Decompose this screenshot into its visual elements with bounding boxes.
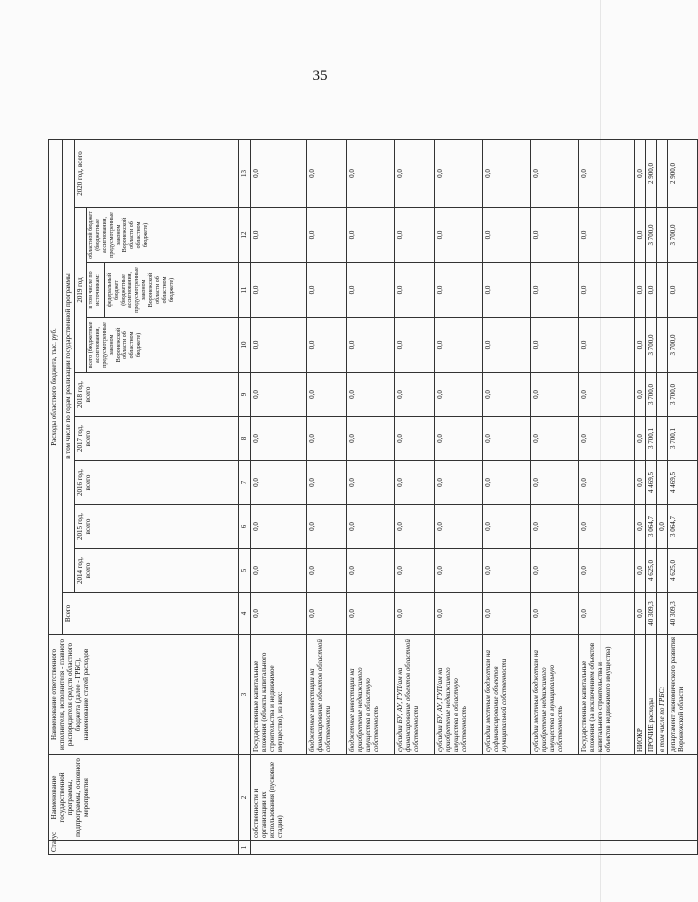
value-cell: 2 900,0: [668, 139, 698, 207]
table-row: [347, 139, 395, 854]
value-cell: 3 700,0: [668, 318, 698, 373]
value-cell: 0,0: [307, 505, 347, 549]
row-name: бюджетные инвестиции на финансирование объектов областной собственности: [307, 635, 347, 755]
value-cell: 0,0: [635, 505, 646, 549]
table-row: [657, 139, 668, 854]
column-number: 4: [239, 593, 251, 635]
value-cell: 0,0: [307, 373, 347, 417]
table-row: [395, 139, 435, 854]
value-cell: 3 700,1: [668, 417, 698, 461]
row-name: ПРОЧИЕ расходы: [646, 635, 657, 755]
value-cell: 3 700,0: [646, 318, 657, 373]
header-expenses: Расходы областного бюджета, тыс. руб.: [49, 139, 63, 634]
value-cell: 40 309,3: [646, 593, 657, 635]
header-2019: 2019 год: [75, 208, 87, 373]
value-cell: 0,0: [635, 139, 646, 207]
value-cell: 0,0: [483, 417, 531, 461]
value-cell: 0,0: [483, 208, 531, 263]
header-2019-total: всего (бюджетные ассигнования, предусмотренные законом Воронежской области об областном бюджете): [87, 318, 239, 373]
value-cell: 0,0: [395, 505, 435, 549]
value-cell: 0,0: [483, 549, 531, 593]
value-cell: 0,0: [435, 505, 483, 549]
value-cell: 0,0: [347, 417, 395, 461]
column-number: 13: [239, 139, 251, 207]
value-cell: 0,0: [347, 549, 395, 593]
value-cell: [657, 417, 668, 461]
value-cell: 4 625,0: [668, 549, 698, 593]
value-cell: 3 700,1: [646, 417, 657, 461]
header-by-source: в том числе по источникам:: [88, 263, 105, 317]
value-cell: 0,0: [435, 263, 483, 318]
value-cell: 0,0: [251, 505, 307, 549]
value-cell: 0,0: [251, 208, 307, 263]
value-cell: 0,0: [579, 373, 635, 417]
value-cell: 0,0: [395, 318, 435, 373]
value-cell: 0,0: [435, 208, 483, 263]
column-number: 9: [239, 373, 251, 417]
header-status: Статус: [49, 841, 239, 855]
value-cell: 0,0: [251, 139, 307, 207]
value-cell: 3 700,0: [668, 373, 698, 417]
value-cell: 0,0: [483, 139, 531, 207]
row-name: бюджетные инвестиции на приобретение недвижимого имущества в областную собственность: [347, 635, 395, 755]
row-name: в том числе по ГРБС:: [657, 635, 668, 755]
value-cell: 0,0: [579, 318, 635, 373]
value-cell: 0,0: [635, 373, 646, 417]
header-2019-regional: областной бюджет (бюджетные ассигнования, предусмотренные законом Воронежской области об областном бюджете): [87, 208, 239, 263]
table-row: [307, 139, 347, 854]
value-cell: 0,0: [579, 549, 635, 593]
table-row: [435, 139, 483, 854]
value-cell: 0,0: [579, 263, 635, 318]
value-cell: 0,0: [307, 593, 347, 635]
value-cell: 0,0: [307, 208, 347, 263]
column-number: 1: [239, 841, 251, 855]
column-number: 3: [239, 635, 251, 755]
value-cell: 0,0: [531, 593, 579, 635]
value-cell: 0,0: [483, 593, 531, 635]
value-cell: 0,0: [347, 208, 395, 263]
row-name: Государственные капитальные вложения (за исключением объектов капитального строительства и объектов недвижимого имущества): [579, 635, 635, 755]
value-cell: 0,0: [347, 373, 395, 417]
row-name: субсидии местным бюджетам на приобретение недвижимого имущества в муниципальную собственность: [531, 635, 579, 755]
value-cell: 0,0: [635, 208, 646, 263]
value-cell: 40 309,3: [668, 593, 698, 635]
value-cell: 0,0: [395, 139, 435, 207]
value-cell: 0,0: [395, 373, 435, 417]
value-cell: 0,0: [579, 505, 635, 549]
value-cell: 0,0: [483, 263, 531, 318]
value-cell: 0,0: [347, 593, 395, 635]
value-cell: 3 700,0: [668, 208, 698, 263]
value-cell: 0,0: [531, 505, 579, 549]
value-cell: 4 625,0: [646, 549, 657, 593]
value-cell: 0,0: [251, 549, 307, 593]
value-cell: 2 900,0: [646, 139, 657, 207]
value-cell: [657, 373, 668, 417]
value-cell: 4 469,5: [668, 461, 698, 505]
value-cell: 0,0: [646, 263, 657, 318]
value-cell: 0,0: [251, 593, 307, 635]
value-cell: 0,0: [635, 318, 646, 373]
value-cell: 0,0: [395, 208, 435, 263]
budget-table: [48, 139, 698, 855]
header-by-year: в том числе по годам реализации государственной программы: [63, 139, 75, 592]
value-cell: 3 700,0: [646, 373, 657, 417]
value-cell: 0,0: [435, 417, 483, 461]
value-cell: 3 064,7: [646, 505, 657, 549]
value-cell: 0,0: [483, 505, 531, 549]
value-cell: 0,0: [251, 373, 307, 417]
value-cell: 0,0: [251, 263, 307, 318]
value-cell: 0,0: [531, 139, 579, 207]
value-cell: 0,0: [251, 461, 307, 505]
value-cell: [657, 139, 668, 207]
row-name: субсидии БУ, АУ, ГУП/ам на финансирование объектов областной собственности: [395, 635, 435, 755]
value-cell: 0,0: [307, 318, 347, 373]
value-cell: 0,0: [483, 318, 531, 373]
table-row: [531, 139, 579, 854]
value-cell: 0,0: [531, 318, 579, 373]
row-name: субсидии местным бюджетам на софинансирование объектов муниципальной собственности: [483, 635, 531, 755]
value-cell: 0,0: [435, 461, 483, 505]
table-row: [635, 139, 646, 854]
value-cell: 0,0: [307, 461, 347, 505]
value-cell: [657, 208, 668, 263]
value-cell: 0,0: [347, 461, 395, 505]
value-cell: [657, 593, 668, 635]
value-cell: 4 469,5: [646, 461, 657, 505]
row-name: субсидии БУ, АУ, ГУП/ам на приобретение недвижимого имущества в областную собственность: [435, 635, 483, 755]
value-cell: [657, 318, 668, 373]
header-2016: 2016 год, всего: [75, 461, 239, 505]
value-cell: 0,0: [251, 417, 307, 461]
value-cell: 0,0: [347, 139, 395, 207]
value-cell: 0,0: [579, 593, 635, 635]
header-2018: 2018 год, всего: [75, 373, 239, 417]
value-cell: 0,0: [668, 263, 698, 318]
value-cell: 0,0: [579, 461, 635, 505]
column-number: 10: [239, 318, 251, 373]
value-cell: 0,0: [395, 417, 435, 461]
column-number: 2: [239, 755, 251, 841]
header-executor: Наименование ответственного исполнителя, исполнителя - главного распорядителя средств областного бюджета (далее - ГРБС), наименование статей расходов: [49, 635, 239, 755]
column-number: 8: [239, 417, 251, 461]
value-cell: 0,0: [307, 549, 347, 593]
value-cell: 0,0: [395, 461, 435, 505]
header-program: Наименование государственной программы, подпрограммы, основного мероприятия: [49, 755, 239, 841]
table-row: [483, 139, 531, 854]
page-number: 35: [312, 68, 328, 84]
column-number: 12: [239, 208, 251, 263]
row-name: НИОКР: [635, 635, 646, 755]
value-cell: 0,0: [435, 318, 483, 373]
value-cell: 0,0: [435, 373, 483, 417]
value-cell: 0,0: [483, 461, 531, 505]
value-cell: 0,0: [307, 417, 347, 461]
table-row: [251, 139, 307, 854]
value-cell: 0,0: [635, 417, 646, 461]
value-cell: 0,0: [635, 461, 646, 505]
value-cell: [657, 461, 668, 505]
value-cell: 0,0: [307, 139, 347, 207]
value-cell: 0,0: [635, 549, 646, 593]
status-cell: [251, 841, 698, 855]
value-cell: 0,0: [347, 263, 395, 318]
value-cell: 0,0: [395, 593, 435, 635]
column-number: 7: [239, 461, 251, 505]
program-name: собственности и организации их использования (пусковые стадии): [251, 755, 698, 841]
row-name: департамент экономического развития Воронежской области: [668, 635, 698, 755]
value-cell: 0,0: [579, 139, 635, 207]
header-2017: 2017 год, всего: [75, 417, 239, 461]
value-cell: 0,0: [531, 461, 579, 505]
value-cell: [657, 549, 668, 593]
value-cell: 0,0: [347, 318, 395, 373]
value-cell: 0,0: [657, 505, 668, 549]
value-cell: 0,0: [531, 549, 579, 593]
column-number-row: [239, 139, 251, 854]
value-cell: 0,0: [579, 417, 635, 461]
table-wrap: [48, 140, 686, 855]
value-cell: 0,0: [531, 208, 579, 263]
value-cell: 3 064,7: [668, 505, 698, 549]
value-cell: 0,0: [635, 263, 646, 318]
header-federal-label: федеральный бюджет (бюджетные ассигнования, предусмотренные законом Воронежской области об областном бюджете): [106, 267, 175, 313]
header-2014: 2014 год, всего: [75, 549, 239, 593]
table-row: [579, 139, 635, 854]
row-name: Государственные капитальные вложения (объекты капитального строительства и недвижимое имущество), из них:: [251, 635, 307, 755]
value-cell: 0,0: [307, 263, 347, 318]
value-cell: [657, 263, 668, 318]
value-cell: 0,0: [251, 318, 307, 373]
column-number: 11: [239, 263, 251, 318]
value-cell: 0,0: [531, 263, 579, 318]
value-cell: 3 700,0: [646, 208, 657, 263]
value-cell: 0,0: [483, 373, 531, 417]
value-cell: 0,0: [435, 139, 483, 207]
value-cell: 0,0: [347, 505, 395, 549]
value-cell: 0,0: [435, 549, 483, 593]
value-cell: 0,0: [395, 549, 435, 593]
table-row: [646, 139, 657, 854]
column-number: 6: [239, 505, 251, 549]
value-cell: 0,0: [435, 593, 483, 635]
header-2019-federal: [87, 263, 239, 318]
column-number: 5: [239, 549, 251, 593]
header-total: Всего: [63, 593, 239, 635]
value-cell: 0,0: [635, 593, 646, 635]
table-row: [668, 139, 698, 854]
value-cell: 0,0: [531, 417, 579, 461]
header-2020: 2020 год, всего: [75, 139, 239, 207]
value-cell: 0,0: [579, 208, 635, 263]
header-2015: 2015 год, всего: [75, 505, 239, 549]
value-cell: 0,0: [395, 263, 435, 318]
value-cell: 0,0: [531, 373, 579, 417]
